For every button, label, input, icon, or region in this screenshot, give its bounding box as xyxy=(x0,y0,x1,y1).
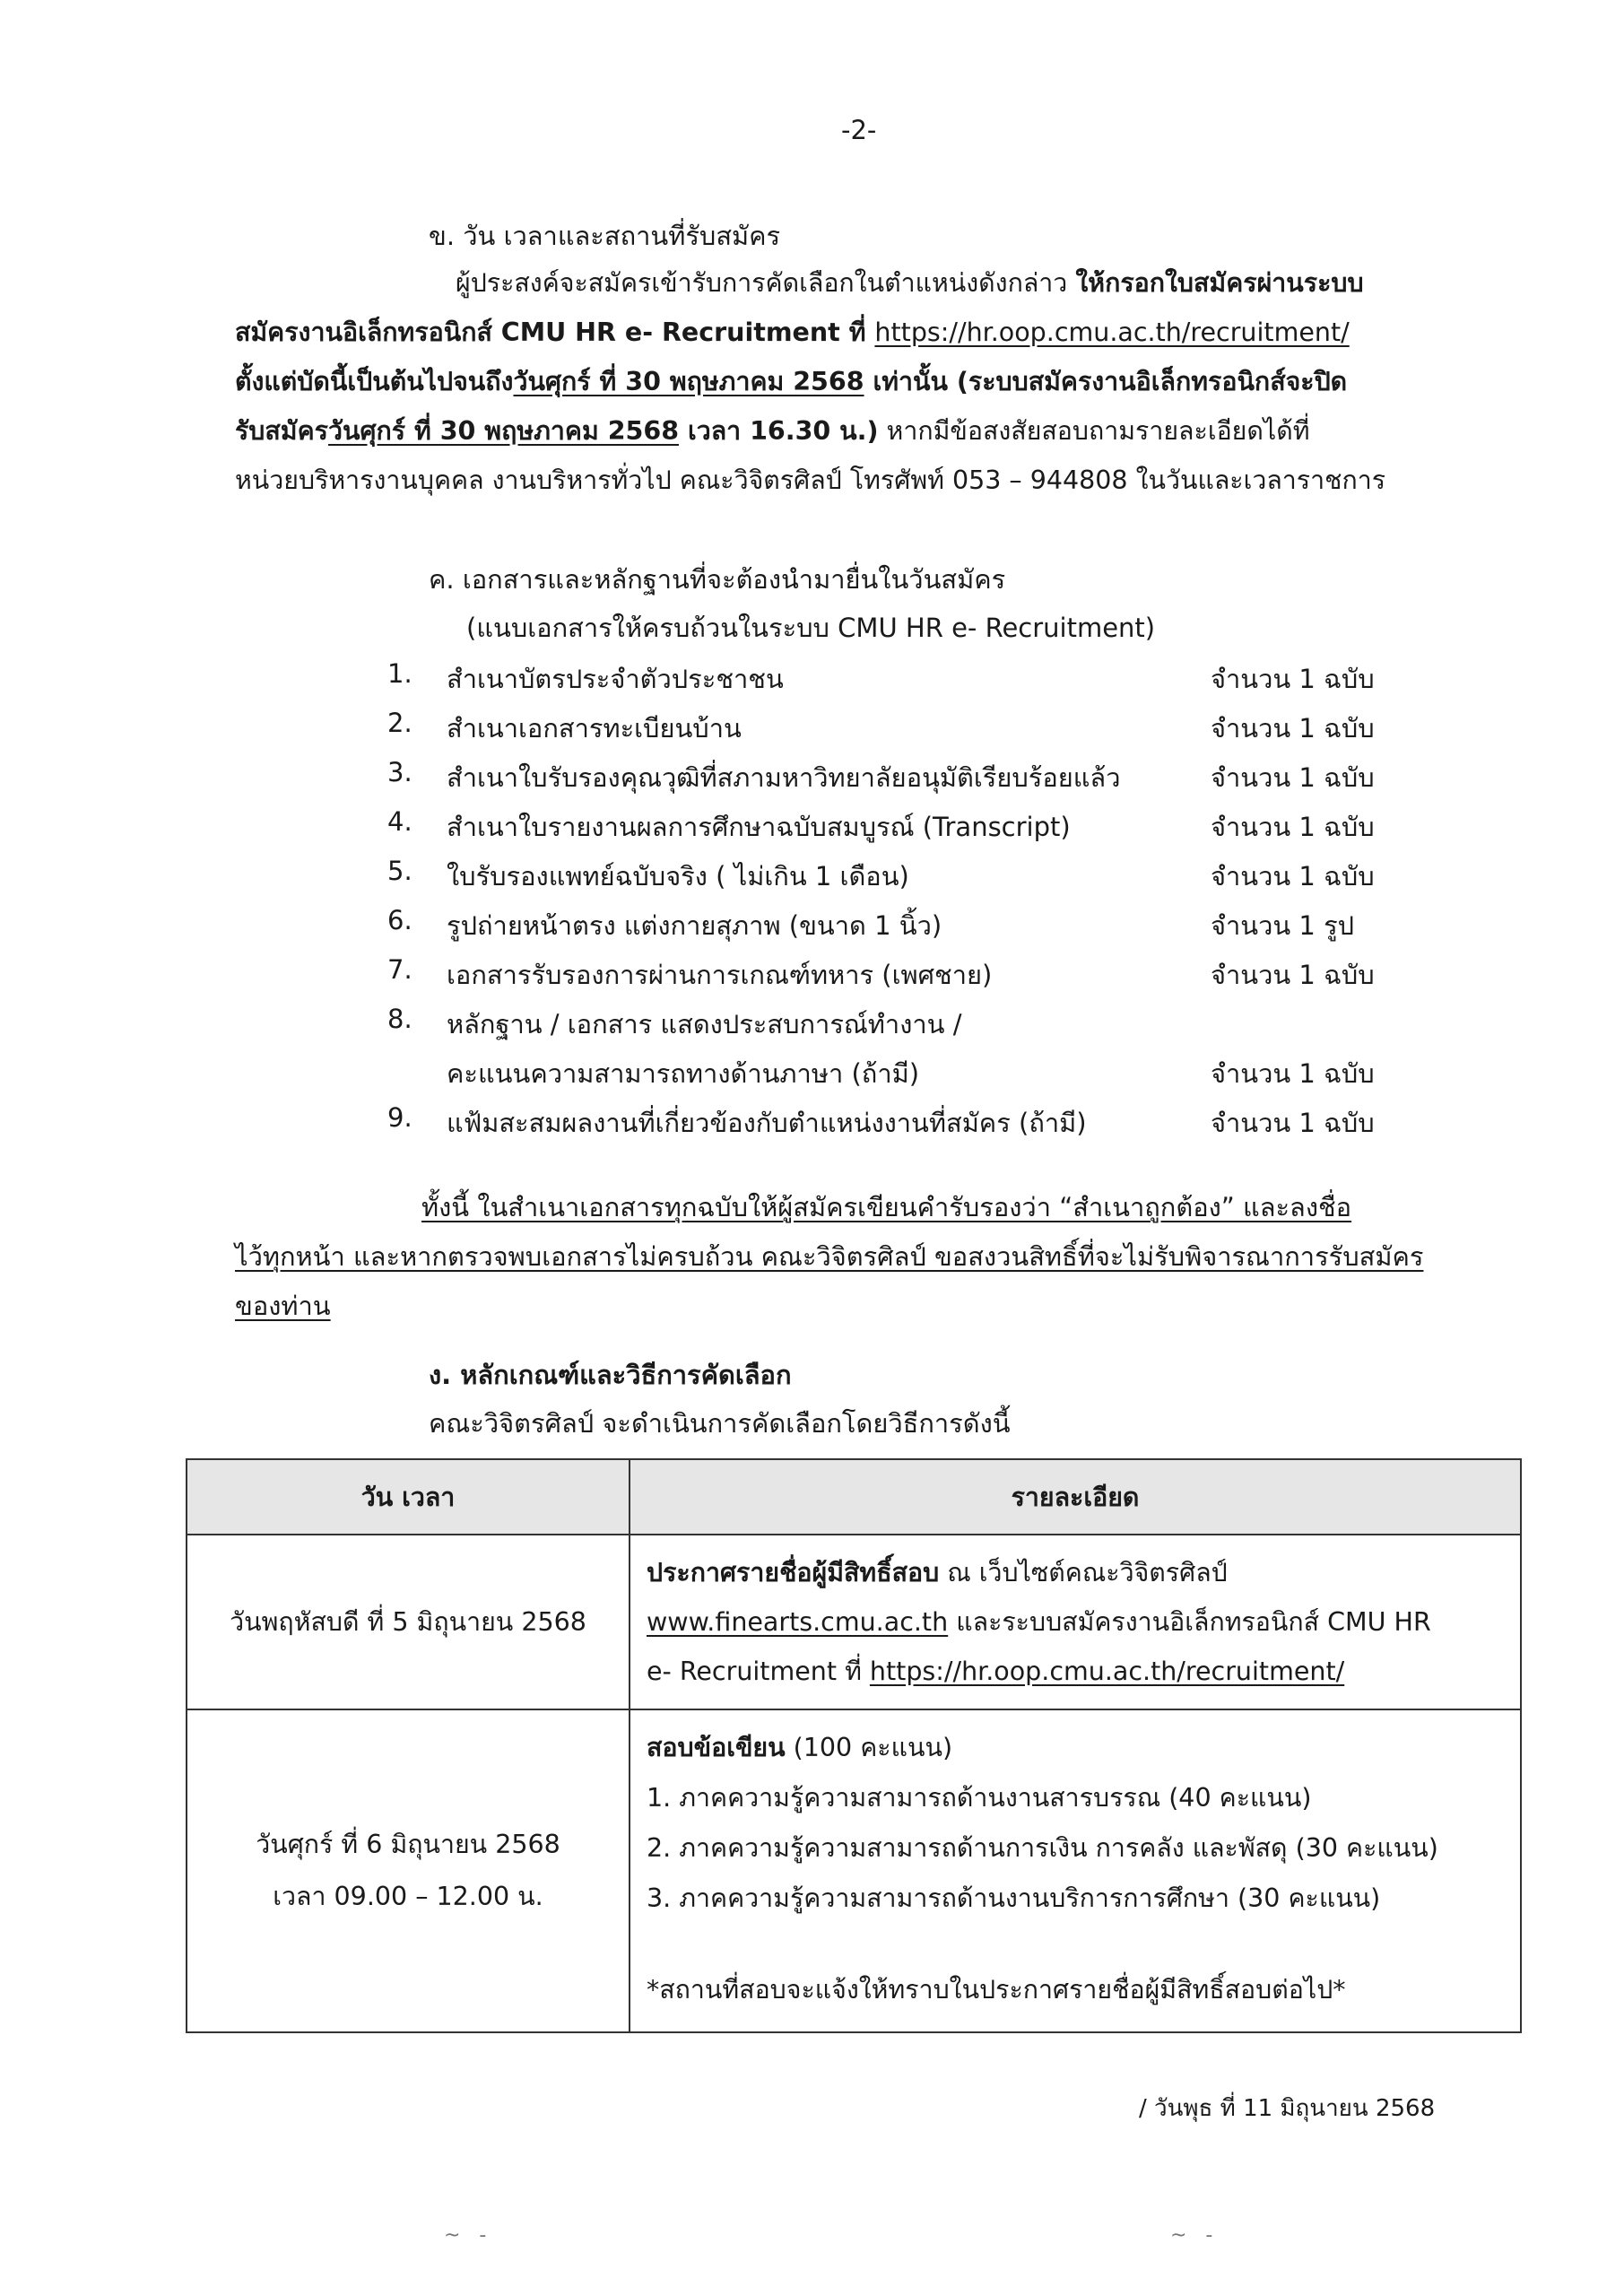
table-row xyxy=(187,1709,1521,2032)
list-item-quantity: จำนวน 1 ฉบับ xyxy=(1211,664,1375,694)
list-item-quantity: จำนวน 1 ฉบับ xyxy=(1211,812,1375,842)
section-c-subheading: (แนบเอกสารให้ครบถ้วนในระบบ CMU HR e- Recruitment) xyxy=(466,613,1156,643)
list-item-number: 9. xyxy=(387,1102,413,1133)
note-line2: ไว้ทุกหน้า และหากตรวจพบเอกสารไม่ครบถ้วน คณะวิจิตรศิลป์ ขอสงวนสิทธิ์ที่จะไม่รับพิจารณาการรับสมัคร xyxy=(235,1241,1424,1272)
list-item-number: 6. xyxy=(387,905,413,935)
finearts-link[interactable]: www.finearts.cmu.ac.th xyxy=(647,1607,949,1637)
list-item-text: สำเนาบัตรประจำตัวประชาชน xyxy=(447,664,784,694)
row1-detail: ประกาศรายชื่อผู้มีสิทธิ์สอบ ณ เว็บไซต์คณะวิจิตรศิลป์ www.finearts.cmu.ac.th และระบบสมัครงานอิเล็กทรอนิกส์ CMU HR e- Recruitment ที่ https://hr.oop.cmu.ac.th/recruitment/ xyxy=(630,1535,1521,1709)
column-header-detail: รายละเอียด xyxy=(630,1459,1521,1535)
exam-item: 2. ภาคความรู้ความสามารถด้านการเงิน การคลัง และพัสดุ (30 คะแนน) xyxy=(647,1833,1438,1863)
section-b-heading: ข. วัน เวลาและสถานที่รับสมัคร xyxy=(429,221,781,251)
list-item-text: เอกสารรับรองการผ่านการเกณฑ์ทหาร (เพศชาย) xyxy=(447,960,993,990)
list-item-quantity: จำนวน 1 ฉบับ xyxy=(1211,713,1375,744)
section-b-line5: หน่วยบริหารงานบุคคล งานบริหารทั่วไป คณะวิจิตรศิลป์ โทรศัพท์ 053 – 944808 ในวันและเวลาราชการ xyxy=(235,465,1386,495)
exam-item: 1. ภาคความรู้ความสามารถด้านงานสารบรรณ (40 คะแนน) xyxy=(647,1783,1312,1813)
scan-mark-decoration: ~ - xyxy=(444,2224,487,2247)
scan-mark-decoration: ~ - xyxy=(1170,2224,1213,2247)
selection-schedule-table xyxy=(186,1458,1522,2033)
section-b-line4: รับสมัครวันศุกร์ ที่ 30 พฤษภาคม 2568 เวลา 16.30 น.) หากมีข้อสงสัยสอบถามรายละเอียดได้ที่ xyxy=(235,416,1310,446)
list-item-text: สำเนาเอกสารทะเบียนบ้าน xyxy=(447,713,742,744)
note-line3: ของท่าน xyxy=(235,1291,331,1321)
list-item-quantity: จำนวน 1 ฉบับ xyxy=(1211,861,1375,891)
recruitment-link[interactable]: https://hr.oop.cmu.ac.th/recruitment/ xyxy=(874,317,1350,347)
section-d-intro: คณะวิจิตรศิลป์ จะดำเนินการคัดเลือกโดยวิธีการดังนี้ xyxy=(429,1408,1011,1439)
section-b-line3: ตั้งแต่บัดนี้เป็นต้นไปจนถึงวันศุกร์ ที่ 30 พฤษภาคม 2568 เท่านั้น (ระบบสมัครงานอิเล็กทรอนิกส์จะปิด xyxy=(235,367,1348,396)
list-item-number: 2. xyxy=(387,708,413,738)
row2-date: วันศุกร์ ที่ 6 มิถุนายน 2568 เวลา 09.00 – 12.00 น. xyxy=(187,1709,630,2032)
list-item-text: สำเนาใบรับรองคุณวุฒิที่สภามหาวิทยาลัยอนุมัติเรียบร้อยแล้ว xyxy=(447,762,1121,793)
row2-detail: สอบข้อเขียน (100 คะแนน) 1. ภาคความรู้ความสามารถด้านงานสารบรรณ (40 คะแนน) 2. ภาคความรู้ความสามารถด้านการเงิน การคลัง และพัสดุ (30 คะแนน) 3. ภาคความรู้ความสามารถด้านงานบริการการศึกษา (30 คะแนน) *สถานที่สอบจะแจ้งให้ทราบในประกาศรายชื่อผู้มีสิทธิ์สอบต่อไป* xyxy=(630,1709,1521,2032)
note-line1: ทั้งนี้ ในสำเนาเอกสารทุกฉบับให้ผู้สมัครเขียนคำรับรองว่า “สำเนาถูกต้อง” และลงชื่อ xyxy=(421,1192,1352,1222)
list-item-text: แฟ้มสะสมผลงานที่เกี่ยวข้องกับตำแหน่งงานที่สมัคร (ถ้ามี) xyxy=(447,1108,1087,1138)
list-item-text: หลักฐาน / เอกสาร แสดงประสบการณ์ทำงาน / xyxy=(447,1009,962,1039)
column-header-date: วัน เวลา xyxy=(187,1459,630,1535)
list-item-quantity: จำนวน 1 รูป xyxy=(1211,910,1355,941)
exam-location-note: *สถานที่สอบจะแจ้งให้ทราบในประกาศรายชื่อผู้มีสิทธิ์สอบต่อไป* xyxy=(647,1975,1346,2005)
list-item-number: 3. xyxy=(387,757,413,787)
list-item-number: 4. xyxy=(387,806,413,837)
list-item-number: 1. xyxy=(387,658,413,689)
list-item-number: 5. xyxy=(387,856,413,886)
table-row xyxy=(187,1535,1521,1709)
recruitment-link-table[interactable]: https://hr.oop.cmu.ac.th/recruitment/ xyxy=(869,1657,1345,1686)
list-item-quantity: จำนวน 1 ฉบับ xyxy=(1211,1108,1375,1138)
list-item-text: รูปถ่ายหน้าตรง แต่งกายสุภาพ (ขนาด 1 นิ้ว) xyxy=(447,910,942,941)
list-item-text: ใบรับรองแพทย์ฉบับจริง ( ไม่เกิน 1 เดือน) xyxy=(447,861,909,891)
list-item-text: คะแนนความสามารถทางด้านภาษา (ถ้ามี) xyxy=(447,1058,920,1089)
section-d-heading: ง. หลักเกณฑ์และวิธีการคัดเลือก xyxy=(429,1360,792,1390)
section-c-heading: ค. เอกสารและหลักฐานที่จะต้องนำมายื่นในวันสมัคร xyxy=(429,564,1006,595)
section-b-line2: สมัครงานอิเล็กทรอนิกส์ CMU HR e- Recruitment ที่ https://hr.oop.cmu.ac.th/recruitment/ xyxy=(235,317,1350,347)
list-item-quantity: จำนวน 1 ฉบับ xyxy=(1211,960,1375,990)
list-item-text: สำเนาใบรายงานผลการศึกษาฉบับสมบูรณ์ (Transcript) xyxy=(447,812,1071,842)
continuation-text: / วันพุธ ที่ 11 มิถุนายน 2568 xyxy=(1139,2095,1436,2122)
page-number: -2- xyxy=(841,115,877,145)
list-item-number: 8. xyxy=(387,1004,413,1034)
list-item-quantity: จำนวน 1 ฉบับ xyxy=(1211,1058,1375,1089)
list-item-number: 7. xyxy=(387,954,413,985)
list-item-quantity: จำนวน 1 ฉบับ xyxy=(1211,762,1375,793)
row1-date: วันพฤหัสบดี ที่ 5 มิถุนายน 2568 xyxy=(187,1535,630,1709)
section-b-line1: ผู้ประสงค์จะสมัครเข้ารับการคัดเลือกในตำแหน่งดังกล่าว ให้กรอกใบสมัครผ่านระบบ xyxy=(456,268,1364,298)
exam-item: 3. ภาคความรู้ความสามารถด้านงานบริการการศึกษา (30 คะแนน) xyxy=(647,1883,1381,1913)
